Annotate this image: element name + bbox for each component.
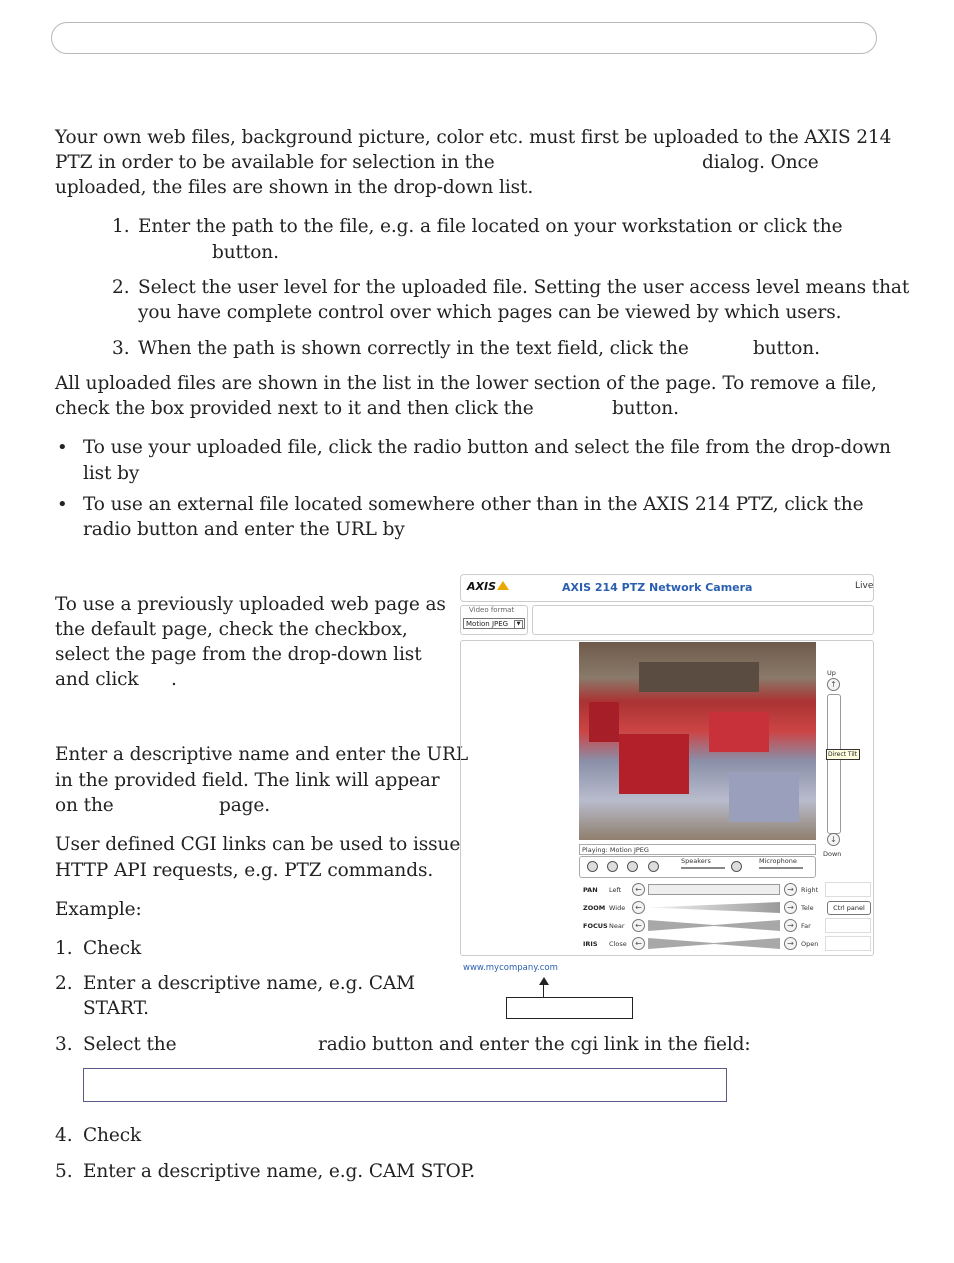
bullet-text: radio button and enter the URL by bbox=[83, 519, 405, 540]
camera-screenshot bbox=[459, 574, 874, 957]
step-text: Enter the path to the file, e.g. a file located on your workstation or click the bbox=[138, 216, 843, 237]
step-text: Check bbox=[83, 1125, 142, 1146]
header-bar bbox=[51, 22, 877, 54]
direct-tilt-tooltip: Direct Tilt bbox=[826, 749, 860, 760]
tilt-down-label: Down bbox=[823, 850, 842, 858]
video-format-value: Motion JPEG bbox=[466, 620, 509, 628]
microphone-slider[interactable] bbox=[759, 867, 803, 869]
step-text: START. bbox=[83, 998, 149, 1019]
arrow-down-icon[interactable]: ↓ bbox=[827, 833, 840, 846]
bullet-text: To use an external file located somewhere other than in the AXIS 214 PTZ, click the bbox=[83, 494, 864, 515]
arrow-left-icon[interactable]: ← bbox=[632, 919, 645, 932]
para2-line1: All uploaded files are shown in the list in the lower section of the page. To remove a file, bbox=[55, 373, 877, 394]
arrow-right-icon[interactable]: → bbox=[784, 937, 797, 950]
company-url-link[interactable]: www.mycompany.com bbox=[463, 963, 558, 973]
step-text: Select the bbox=[83, 1034, 177, 1055]
step-number: 4. bbox=[55, 1125, 73, 1146]
para2-line2: check the box provided next to it and then click the bbox=[55, 398, 534, 419]
pan-right-label: Right bbox=[801, 886, 819, 894]
step-text: Enter a descriptive name, e.g. CAM bbox=[83, 973, 416, 994]
zoom-tele-label: Tele bbox=[801, 904, 814, 912]
arrow-left-icon[interactable]: ← bbox=[632, 883, 645, 896]
focus-far-label: Far bbox=[801, 922, 811, 930]
step-text: radio button and enter the cgi link in the field: bbox=[318, 1034, 751, 1055]
step-number: 3. bbox=[112, 338, 130, 359]
para1-line1: Your own web files, background picture, color etc. must first be uploaded to the AXIS 214 bbox=[55, 127, 892, 148]
live-link[interactable]: Live bbox=[855, 581, 874, 591]
step-number: 1. bbox=[55, 938, 73, 959]
cgi-link-box bbox=[83, 1068, 727, 1102]
iris-label: IRIS bbox=[583, 940, 598, 948]
arrow-right-icon[interactable]: → bbox=[784, 919, 797, 932]
para1-line2: PTZ in order to be available for selection in the bbox=[55, 152, 495, 173]
para5-line2: HTTP API requests, e.g. PTZ commands. bbox=[55, 860, 434, 881]
focus-label: FOCUS bbox=[583, 922, 608, 930]
bullet-text: list by bbox=[83, 463, 140, 484]
tilt-slider[interactable] bbox=[827, 694, 841, 834]
tilt-up-label: Up bbox=[827, 669, 836, 677]
stop-icon[interactable] bbox=[587, 861, 598, 872]
arrow-left-icon[interactable]: ← bbox=[632, 901, 645, 914]
axis-logo-icon bbox=[497, 581, 509, 590]
playing-status: Playing: Motion JPEG bbox=[579, 844, 816, 855]
microphone-label: Microphone bbox=[759, 857, 797, 865]
step-text: Select the user level for the uploaded file. Setting the user access level means that bbox=[138, 277, 910, 298]
para3-line4b: . bbox=[171, 669, 177, 690]
bullet-icon: • bbox=[57, 437, 68, 458]
step-number: 2. bbox=[55, 973, 73, 994]
zoom-label: ZOOM bbox=[583, 904, 606, 912]
para5-line1: User defined CGI links can be used to issue bbox=[55, 834, 461, 855]
para2-line2b: button. bbox=[612, 398, 679, 419]
para3-line3: select the page from the drop-down list bbox=[55, 644, 422, 665]
pan-slider[interactable] bbox=[648, 884, 780, 895]
ctrl-panel-button[interactable]: Ctrl panel bbox=[827, 901, 871, 915]
step-text: you have complete control over which pages can be viewed by which users. bbox=[138, 302, 842, 323]
step-number: 3. bbox=[55, 1034, 73, 1055]
step-text: Enter a descriptive name, e.g. CAM STOP. bbox=[83, 1161, 476, 1182]
para4-line3: on the bbox=[55, 795, 114, 816]
video-format-select[interactable] bbox=[463, 618, 525, 629]
pan-left-label: Left bbox=[609, 886, 622, 894]
focus-near-label: Near bbox=[609, 922, 625, 930]
pan-side-box bbox=[825, 882, 871, 897]
mute-icon[interactable] bbox=[731, 861, 742, 872]
para1-line3: uploaded, the files are shown in the drop-down list. bbox=[55, 177, 534, 198]
step-number: 2. bbox=[112, 277, 130, 298]
video-format-label: Video format bbox=[469, 606, 515, 614]
arrow-right-icon[interactable]: → bbox=[784, 901, 797, 914]
arrow-right-icon[interactable]: → bbox=[784, 883, 797, 896]
para4-line2: in the provided field. The link will appear bbox=[55, 770, 440, 791]
para4-line3b: page. bbox=[219, 795, 271, 816]
step-text: When the path is shown correctly in the text field, click the bbox=[138, 338, 689, 359]
para1-line2b: dialog. Once bbox=[702, 152, 819, 173]
arrow-up-icon bbox=[539, 977, 549, 985]
para3-line4: and click bbox=[55, 669, 139, 690]
pan-label: PAN bbox=[583, 886, 598, 894]
video-image bbox=[579, 642, 816, 840]
bullet-icon: • bbox=[57, 494, 68, 515]
zoom-wide-label: Wide bbox=[609, 904, 626, 912]
iris-close-label: Close bbox=[609, 940, 627, 948]
step-text: button. bbox=[212, 242, 279, 263]
arrow-left-icon[interactable]: ← bbox=[632, 937, 645, 950]
audio-icon[interactable] bbox=[648, 861, 659, 872]
para3-line1: To use a previously uploaded web page as bbox=[55, 594, 446, 615]
record-icon[interactable] bbox=[627, 861, 638, 872]
camera-title: AXIS 214 PTZ Network Camera bbox=[562, 581, 753, 594]
callout-line bbox=[543, 984, 544, 997]
speakers-label: Speakers bbox=[681, 857, 711, 865]
speakers-slider[interactable] bbox=[681, 867, 725, 869]
para4-line1: Enter a descriptive name and enter the URL bbox=[55, 744, 469, 765]
snapshot-icon[interactable] bbox=[607, 861, 618, 872]
step-number: 5. bbox=[55, 1161, 73, 1182]
bullet-text: To use your uploaded file, click the radio button and select the file from the drop-down bbox=[83, 437, 891, 458]
step-text: Check bbox=[83, 938, 142, 959]
para3-line2: the default page, check the checkbox, bbox=[55, 619, 408, 640]
step-text: button. bbox=[753, 338, 820, 359]
chevron-down-icon[interactable]: ▼ bbox=[514, 620, 523, 629]
options-bar bbox=[532, 605, 874, 635]
step-number: 1. bbox=[112, 216, 130, 237]
example-label: Example: bbox=[55, 899, 142, 920]
iris-open-label: Open bbox=[801, 940, 819, 948]
arrow-up-icon[interactable]: ↑ bbox=[827, 678, 840, 691]
focus-side-box bbox=[825, 918, 871, 933]
axis-logo: AXIS bbox=[467, 580, 497, 593]
iris-side-box bbox=[825, 936, 871, 951]
callout-box bbox=[506, 997, 633, 1019]
